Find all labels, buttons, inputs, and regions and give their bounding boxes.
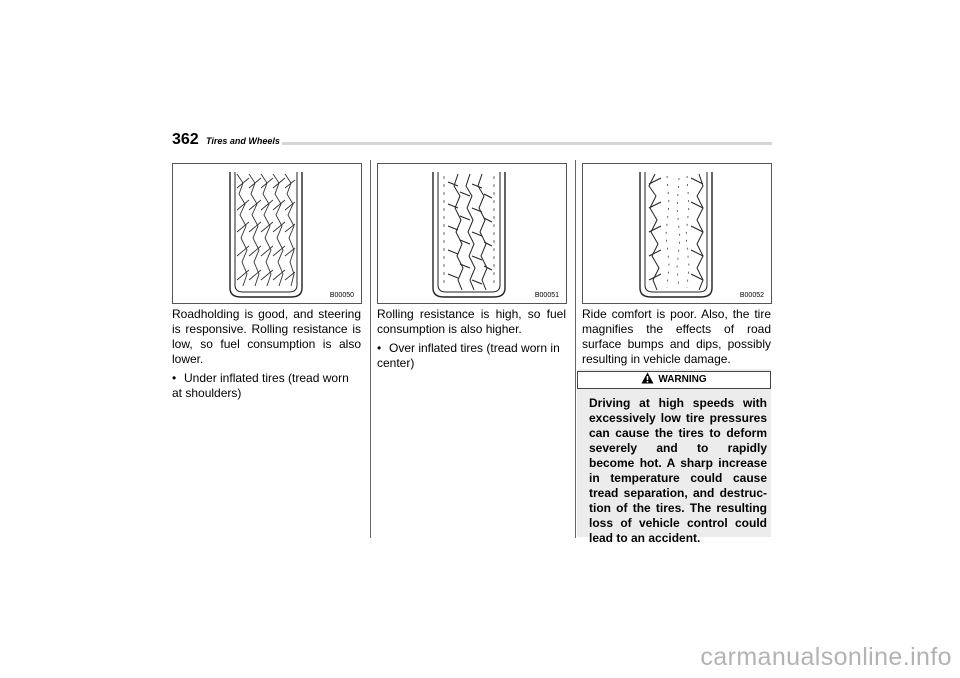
paragraph: Rolling resistance is high, so fuel consumption is also higher.	[377, 307, 566, 336]
watermark: carmanualsonline.info	[700, 643, 952, 671]
warning-header	[577, 371, 771, 389]
paragraph: Ride comfort is poor. Also, the tire magnifies the effects of road surface bumps and dips, possibly resulting in vehicle damage.	[582, 307, 771, 366]
bullet-text: Over inflated tires (tread worn in center)	[377, 341, 560, 370]
figure-code: B00051	[534, 292, 559, 299]
bullet-icon: •	[172, 371, 177, 385]
paragraph: Roadholding is good, and steering is responsive. Rolling resistance is low, so fuel consumption is also lower.	[172, 307, 361, 366]
warning-box	[577, 369, 771, 545]
warning-triangle-icon	[641, 372, 654, 384]
page-number: 362	[172, 131, 199, 148]
figure-overinflated-tire	[582, 163, 772, 304]
list-item	[172, 371, 361, 401]
column-divider	[575, 160, 576, 538]
figure-underinflated-tire	[377, 163, 567, 304]
page-header	[172, 131, 772, 151]
tire-shoulder-wear-illustration	[378, 164, 566, 303]
figure-normal-tire	[172, 163, 362, 304]
warning-title: WARNING	[658, 374, 707, 385]
list-item	[377, 341, 566, 371]
column-3-text	[582, 307, 771, 367]
figure-code: B00052	[739, 292, 764, 299]
column-divider	[370, 160, 371, 538]
bullet-icon: •	[377, 341, 382, 355]
column-1-text	[172, 307, 361, 401]
tire-normal-illustration	[173, 164, 361, 303]
section-title: Tires and Wheels	[206, 136, 280, 146]
figure-code: B00050	[329, 292, 354, 299]
tire-center-wear-illustration	[583, 164, 771, 303]
bullet-text: Under inflated tires (tread worn at shoulders)	[172, 371, 349, 400]
header-rule	[282, 142, 772, 145]
column-2-text	[377, 307, 566, 371]
warning-text: Driving at high speeds with excessively low tire pressures can cause the tires to deform severely and to rapidly become hot. A sharp increase in temperature could cause tread separation, and destruc-tion of the tires. The resulting loss of vehicle control could lead to an accident.	[589, 396, 767, 545]
